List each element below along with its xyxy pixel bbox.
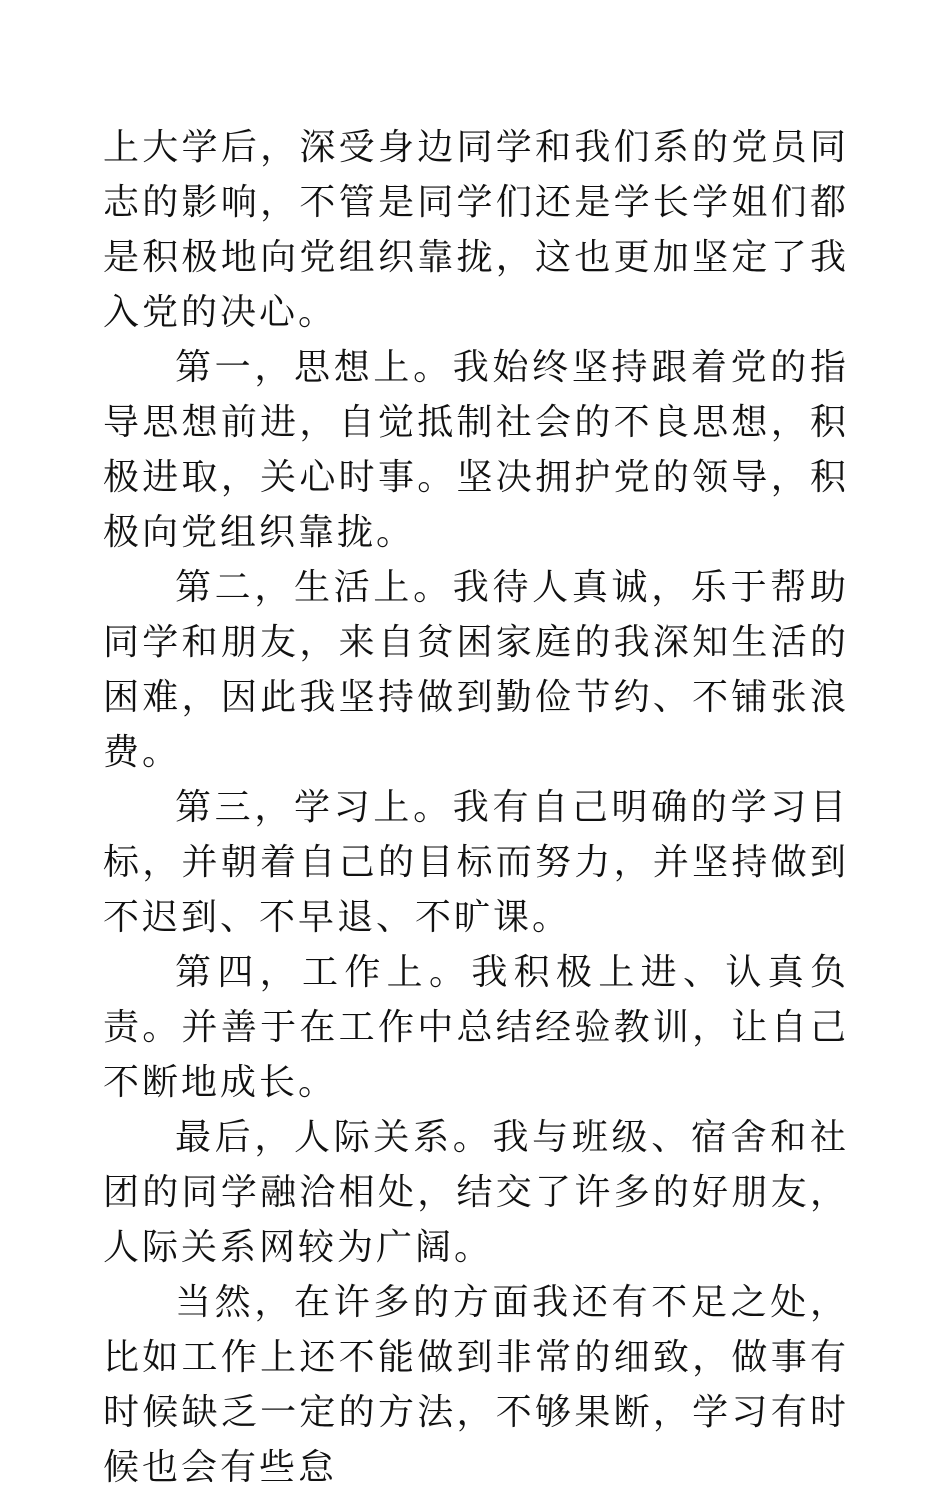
- paragraph-thinking: 第一，思想上。我始终坚持跟着党的指导思想前进，自觉抵制社会的不良思想，积极进取，关心时事。坚决拥护党的领导，积极向党组织靠拢。: [103, 347, 849, 553]
- paragraph-study: 第三，学习上。我有自己明确的学习目标，并朝着自己的目标而努力，并坚持做到不迟到、不早退、不旷课。: [103, 787, 849, 938]
- paragraph-life: 第二，生活上。我待人真诚，乐于帮助同学和朋友，来自贫困家庭的我深知生活的困难，因此我坚持做到勤俭节约、不铺张浪费。: [103, 567, 849, 773]
- paragraph-relationships: 最后，人际关系。我与班级、宿舍和社团的同学融洽相处，结交了许多的好朋友，人际关系网较为广阔。: [103, 1117, 849, 1268]
- paragraph-shortcomings: 当然，在许多的方面我还有不足之处，比如工作上还不能做到非常的细致，做事有时候缺乏一定的方法，不够果断，学习有时候也会有些怠: [103, 1282, 849, 1488]
- document-body: [103, 120, 849, 1495]
- paragraph-work: 第四，工作上。我积极上进、认真负责。并善于在工作中总结经验教训，让自己不断地成长。: [103, 952, 849, 1103]
- paragraph-continuation: 上大学后，深受身边同学和我们系的党员同志的影响，不管是同学们还是学长学姐们都是积极地向党组织靠拢，这也更加坚定了我入党的决心。: [103, 127, 849, 333]
